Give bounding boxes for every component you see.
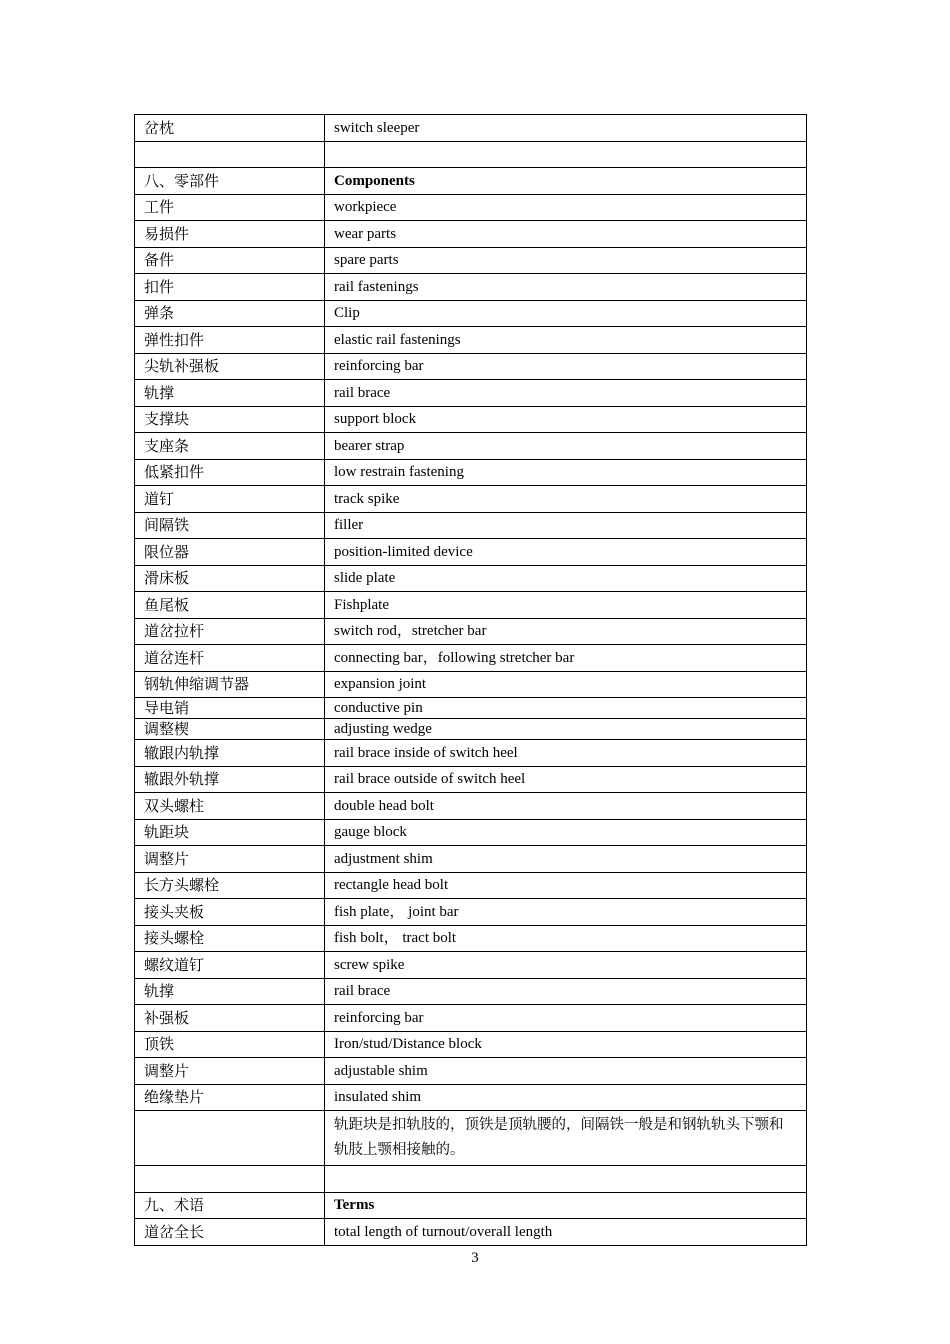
term-row xyxy=(135,1219,807,1246)
english-term-cell: adjusting wedge xyxy=(325,719,807,740)
chinese-term-cell: 八、零部件 xyxy=(135,168,325,195)
english-term-cell: fish plate， joint bar xyxy=(325,899,807,926)
english-term-cell: adjustment shim xyxy=(325,846,807,873)
chinese-term-cell: 导电销 xyxy=(135,698,325,719)
chinese-term-cell: 间隔铁 xyxy=(135,512,325,539)
chinese-term-cell: 补强板 xyxy=(135,1005,325,1032)
english-term-cell: bearer strap xyxy=(325,433,807,460)
chinese-term-cell: 道岔连杆 xyxy=(135,645,325,672)
note-empty-cell xyxy=(135,1111,325,1166)
term-row xyxy=(135,592,807,619)
blank-row xyxy=(135,1166,807,1193)
chinese-term-cell: 道岔拉杆 xyxy=(135,618,325,645)
term-row xyxy=(135,459,807,486)
term-row xyxy=(135,698,807,719)
term-row xyxy=(135,899,807,926)
chinese-term-cell: 道钉 xyxy=(135,486,325,513)
chinese-term-cell: 长方头螺栓 xyxy=(135,872,325,899)
chinese-term-cell: 岔枕 xyxy=(135,115,325,142)
term-row xyxy=(135,846,807,873)
english-term-cell: double head bolt xyxy=(325,793,807,820)
chinese-term-cell: 轨撑 xyxy=(135,380,325,407)
english-term-cell: rail fastenings xyxy=(325,274,807,301)
glossary-body xyxy=(135,115,807,1246)
english-term-cell: rail brace outside of switch heel xyxy=(325,766,807,793)
chinese-term-cell: 限位器 xyxy=(135,539,325,566)
term-row xyxy=(135,380,807,407)
chinese-term-cell: 扣件 xyxy=(135,274,325,301)
chinese-term-cell: 鱼尾板 xyxy=(135,592,325,619)
english-term-cell: conductive pin xyxy=(325,698,807,719)
chinese-term-cell: 调整楔 xyxy=(135,719,325,740)
english-term-cell: workpiece xyxy=(325,194,807,221)
chinese-term-cell: 轨距块 xyxy=(135,819,325,846)
chinese-term-cell: 低紧扣件 xyxy=(135,459,325,486)
chinese-term-cell: 九、术语 xyxy=(135,1192,325,1219)
english-term-cell: position-limited device xyxy=(325,539,807,566)
chinese-term-cell: 辙跟外轨撑 xyxy=(135,766,325,793)
english-term-cell: Components xyxy=(325,168,807,195)
chinese-term-cell: 钢轨伸缩调节器 xyxy=(135,671,325,698)
english-term-cell: switch rod，stretcher bar xyxy=(325,618,807,645)
term-row xyxy=(135,766,807,793)
english-term-cell: Clip xyxy=(325,300,807,327)
english-term-cell: Terms xyxy=(325,1192,807,1219)
chinese-term-cell: 备件 xyxy=(135,247,325,274)
english-term-cell: Iron/stud/Distance block xyxy=(325,1031,807,1058)
english-term-cell: rail brace inside of switch heel xyxy=(325,740,807,767)
chinese-term-cell: 尖轨补强板 xyxy=(135,353,325,380)
english-term-cell: rail brace xyxy=(325,380,807,407)
term-row xyxy=(135,740,807,767)
english-term-cell: screw spike xyxy=(325,952,807,979)
english-term-cell: expansion joint xyxy=(325,671,807,698)
term-row xyxy=(135,793,807,820)
chinese-term-cell: 双头螺柱 xyxy=(135,793,325,820)
term-row xyxy=(135,327,807,354)
chinese-term-cell: 接头螺栓 xyxy=(135,925,325,952)
note-row xyxy=(135,1111,807,1166)
english-term-cell: adjustable shim xyxy=(325,1058,807,1085)
glossary-table xyxy=(134,114,807,1246)
term-row xyxy=(135,819,807,846)
term-row xyxy=(135,353,807,380)
term-row xyxy=(135,486,807,513)
english-term-cell: wear parts xyxy=(325,221,807,248)
term-row xyxy=(135,406,807,433)
chinese-term-cell: 工件 xyxy=(135,194,325,221)
section-header-row xyxy=(135,168,807,195)
chinese-term-cell: 调整片 xyxy=(135,1058,325,1085)
section-header-row xyxy=(135,1192,807,1219)
english-term-cell: elastic rail fastenings xyxy=(325,327,807,354)
chinese-term-cell xyxy=(135,1166,325,1193)
chinese-term-cell: 支撑块 xyxy=(135,406,325,433)
english-term-cell: spare parts xyxy=(325,247,807,274)
english-term-cell: connecting bar，following stretcher bar xyxy=(325,645,807,672)
chinese-term-cell: 支座条 xyxy=(135,433,325,460)
english-term-cell: support block xyxy=(325,406,807,433)
chinese-term-cell: 弹条 xyxy=(135,300,325,327)
term-row xyxy=(135,978,807,1005)
english-term-cell: slide plate xyxy=(325,565,807,592)
term-row xyxy=(135,115,807,142)
english-term-cell: filler xyxy=(325,512,807,539)
english-term-cell: switch sleeper xyxy=(325,115,807,142)
english-term-cell: rectangle head bolt xyxy=(325,872,807,899)
term-row xyxy=(135,300,807,327)
chinese-term-cell: 螺纹道钉 xyxy=(135,952,325,979)
chinese-term-cell: 轨撑 xyxy=(135,978,325,1005)
chinese-term-cell: 道岔全长 xyxy=(135,1219,325,1246)
chinese-term-cell xyxy=(135,141,325,168)
english-term-cell xyxy=(325,141,807,168)
english-term-cell: reinforcing bar xyxy=(325,1005,807,1032)
english-term-cell: track spike xyxy=(325,486,807,513)
term-row xyxy=(135,671,807,698)
term-row xyxy=(135,221,807,248)
chinese-term-cell: 辙跟内轨撑 xyxy=(135,740,325,767)
english-term-cell: rail brace xyxy=(325,978,807,1005)
term-row xyxy=(135,539,807,566)
chinese-term-cell: 弹性扣件 xyxy=(135,327,325,354)
english-term-cell: reinforcing bar xyxy=(325,353,807,380)
blank-row xyxy=(135,141,807,168)
term-row xyxy=(135,925,807,952)
english-term-cell: gauge block xyxy=(325,819,807,846)
term-row xyxy=(135,512,807,539)
chinese-term-cell: 顶铁 xyxy=(135,1031,325,1058)
page-number: 3 xyxy=(471,1250,479,1266)
term-row xyxy=(135,247,807,274)
chinese-term-cell: 绝缘垫片 xyxy=(135,1084,325,1111)
chinese-term-cell: 接头夹板 xyxy=(135,899,325,926)
term-row xyxy=(135,565,807,592)
term-row xyxy=(135,1084,807,1111)
chinese-term-cell: 易损件 xyxy=(135,221,325,248)
term-row xyxy=(135,1005,807,1032)
term-row xyxy=(135,274,807,301)
english-term-cell: total length of turnout/overall length xyxy=(325,1219,807,1246)
chinese-term-cell: 滑床板 xyxy=(135,565,325,592)
english-term-cell: low restrain fastening xyxy=(325,459,807,486)
note-text: 轨距块是扣轨肢的，顶铁是顶轨腰的，间隔铁一般是和钢轨轨头下颚和轨肢上颚相接触的。 xyxy=(325,1111,807,1166)
term-row xyxy=(135,872,807,899)
english-term-cell: fish bolt， tract bolt xyxy=(325,925,807,952)
english-term-cell xyxy=(325,1166,807,1193)
term-row xyxy=(135,1031,807,1058)
english-term-cell: insulated shim xyxy=(325,1084,807,1111)
term-row xyxy=(135,618,807,645)
term-row xyxy=(135,194,807,221)
term-row xyxy=(135,433,807,460)
term-row xyxy=(135,719,807,740)
chinese-term-cell: 调整片 xyxy=(135,846,325,873)
term-row xyxy=(135,952,807,979)
term-row xyxy=(135,645,807,672)
english-term-cell: Fishplate xyxy=(325,592,807,619)
term-row xyxy=(135,1058,807,1085)
